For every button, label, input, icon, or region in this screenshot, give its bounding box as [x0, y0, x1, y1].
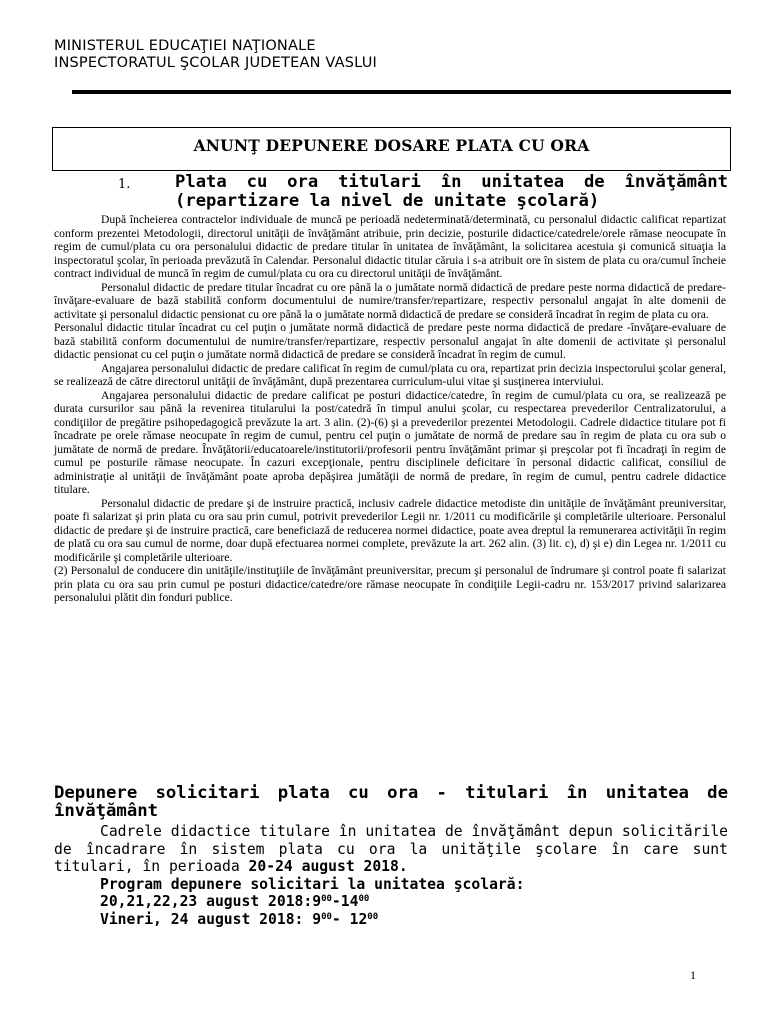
section-2-heading: Depunere solicitari plata cu ora - titulari în unitatea de învăţământ: [54, 783, 728, 821]
schedule-2-start-minutes: 00: [321, 911, 332, 922]
program-title: Program depunere solicitari la unitatea şcolară:: [100, 875, 525, 893]
submission-period: 20-24 august 2018.: [248, 858, 408, 875]
schedule-1-start-hour: 9: [312, 893, 322, 910]
letterhead: [54, 38, 377, 72]
schedule-2-end-minutes: 00: [367, 911, 379, 922]
section-1-body: [54, 213, 726, 605]
paragraph: Personalul didactic de predare titular încadrat cu ore până la o jumătate normă didactică de predare peste norma didactică de predare-învăţare-evaluare de bază stabilită conform documentului de numire/transfer/repartizare, respectiv personalul angajat în alte domenii de activitate şi personalul didactic pensionat cu ore până la o jumătate normă didactică de predare se consideră încadrat în regim de plata cu ora.: [54, 280, 726, 321]
section-2: [54, 784, 728, 928]
page-number: 1: [690, 968, 696, 982]
section-2-text: [54, 823, 728, 876]
ministry-name: MINISTERUL EDUCAŢIEI NAŢIONALE: [54, 38, 316, 54]
announcement-title: ANUNŢ DEPUNERE DOSARE PLATA CU ORA: [193, 136, 590, 155]
inspectorate-name: INSPECTORATUL ŞCOLAR JUDETEAN VASLUI: [54, 55, 377, 71]
schedule-1-start-minutes: 00: [321, 894, 332, 904]
schedule-2-end-hour: 12: [349, 910, 368, 928]
schedule-1-end-hour: 14: [340, 893, 359, 910]
paragraph: Personalul didactic de predare şi de instruire practică, inclusiv cadrele didactice metodiste din unităţile de învăţământ preuniversitar, poate fi salarizat şi prin plata cu ora sau prin cumul, potrivit prevederilor Legii nr. 1/2011 cu modificările şi completările ulterioare. Personalul didactic de predare şi de instruire practică, care beneficiază de reducerea normei didactice, poate avea dreptul la remunerarea activităţii în regim de plată cu ora sau cumul de norme, doar după efectuarea normei complete, prevăzute la art. 262 alin. (3) lit. c), d) şi e) din Legea nr. 1/2011 cu modificările şi completările ulterioare.: [54, 496, 726, 564]
section-1-number: 1.: [118, 177, 131, 192]
section-1: [54, 173, 728, 211]
title-box: [52, 127, 731, 171]
schedule-1-end-minutes: 00: [358, 894, 370, 904]
schedule-line-1: 20,21,22,23 august $2018:9^{00}-14^{00}$: [100, 893, 370, 910]
paragraph: Angajarea personalului didactic de predare calificat în regim de cumul/plata cu ora, repartizat prin decizia inspectorului şcolar general, se realizează de către directorul unităţii de învăţământ, după prezentarea curriculum-ului vitae şi susţinerea interviului.: [54, 361, 726, 388]
paragraph: (2) Personalul de conducere din unităţile/instituţiile de învăţământ preuniversitar, precum şi personalul de îndrumare şi control poate fi salarizat prin plata cu ora sau prin cumul pe posturi didactice/catedre/ore rămase neocupate în condiţiile Legii-cadru nr. 153/2017 privind salarizarea personalului plătit din fonduri publice.: [54, 564, 726, 604]
section-1-heading: Plata cu ora titulari în unitatea de învăţământ (repartizare la nivel de unitate şcolară): [175, 172, 728, 211]
paragraph: Personalul didactic titular încadrat cu cel puţin o jumătate normă didactică de predare peste norma didactică de predare -învăţare-evaluare de bază stabilită conform documentului de numire/transfer/repartizare, respectiv personalul angajat în alte domenii de activitate şi personalul didactic pensionat cu cel puţin o jumătate normă didactică de predare se consideră încadrat în regim de cumul.: [54, 321, 726, 361]
schedule-line-2: Vineri, 24 august 2018: $9^{00}-$ $12^{00}$: [100, 910, 379, 928]
schedule-2-days: Vineri, 24 august 2018:: [100, 910, 313, 928]
paragraph: După încheierea contractelor individuale de muncă pe perioadă nedeterminată/determinată, cu personalul didactic calificat repartizat conform prezentei Metodologii, directorul unităţii de învăţământ atribuie, prin decizie, posturile didactice/catedrele/orele rămase neocupate în regim de cumul/plata cu ora personalului didactic de predare titular în unitatea de învăţământ, la solicitarea acestuia şi comunică situaţia la inspectoratul şcolar, în perioada prevăzută în Calendar. Personalul didactic titular căruia i s-a atribuit ore în sistem de plata cu ora/cumul încheie contract individual de muncă în regim de cumul/plata cu ora cu directorul unităţii de învăţământ.: [54, 213, 726, 280]
section-2-text-body: Cadrele didactice titulare în unitatea de învăţământ depun solicitările de încadrare în sistem plata cu ora la unităţile şcolare în care sunt titulari, în perioada: [54, 823, 728, 875]
header-divider: [72, 90, 731, 94]
paragraph: Angajarea personalului didactic de predare calificat pe posturi didactice/catedre, în regim de cumul/plata cu ora, se realizează pe durata cursurilor sau până la revenirea titularului la post/catedră în timpul anului şcolar, cu respectarea prevederilor Centralizatorului, a condiţiilor de pregătire psihopedagogică prevăzute la art. 3 alin. (2)-(6) şi a prevederilor prezentei Metodologii. Cadrele didactice titulare pot fi încadrate pe orele rămase neocupate în regim de cumul, pentru cel puţin o jumătate de normă de predare sau în regim de plata cu ora sub o jumătate de normă de predare. Învăţătorii/educatoarele/institutorii/profesorii pentru învăţământ primar şi preşcolar pot fi încadraţi în regim de cumul pe posturile rămase neocupate. În cazuri excepţionale, pentru disciplinele deficitare în personal didactic calificat, consiliul de administraţie al unităţii de învăţământ poate aproba depăşirea jumătăţii de normă de predare, în regim de cumul, pentru cadrele didactice titulare.: [54, 388, 726, 496]
schedule-1-days: 20,21,22,23 august 2018:: [100, 893, 313, 910]
schedule-2-start-hour: 9: [312, 910, 322, 928]
